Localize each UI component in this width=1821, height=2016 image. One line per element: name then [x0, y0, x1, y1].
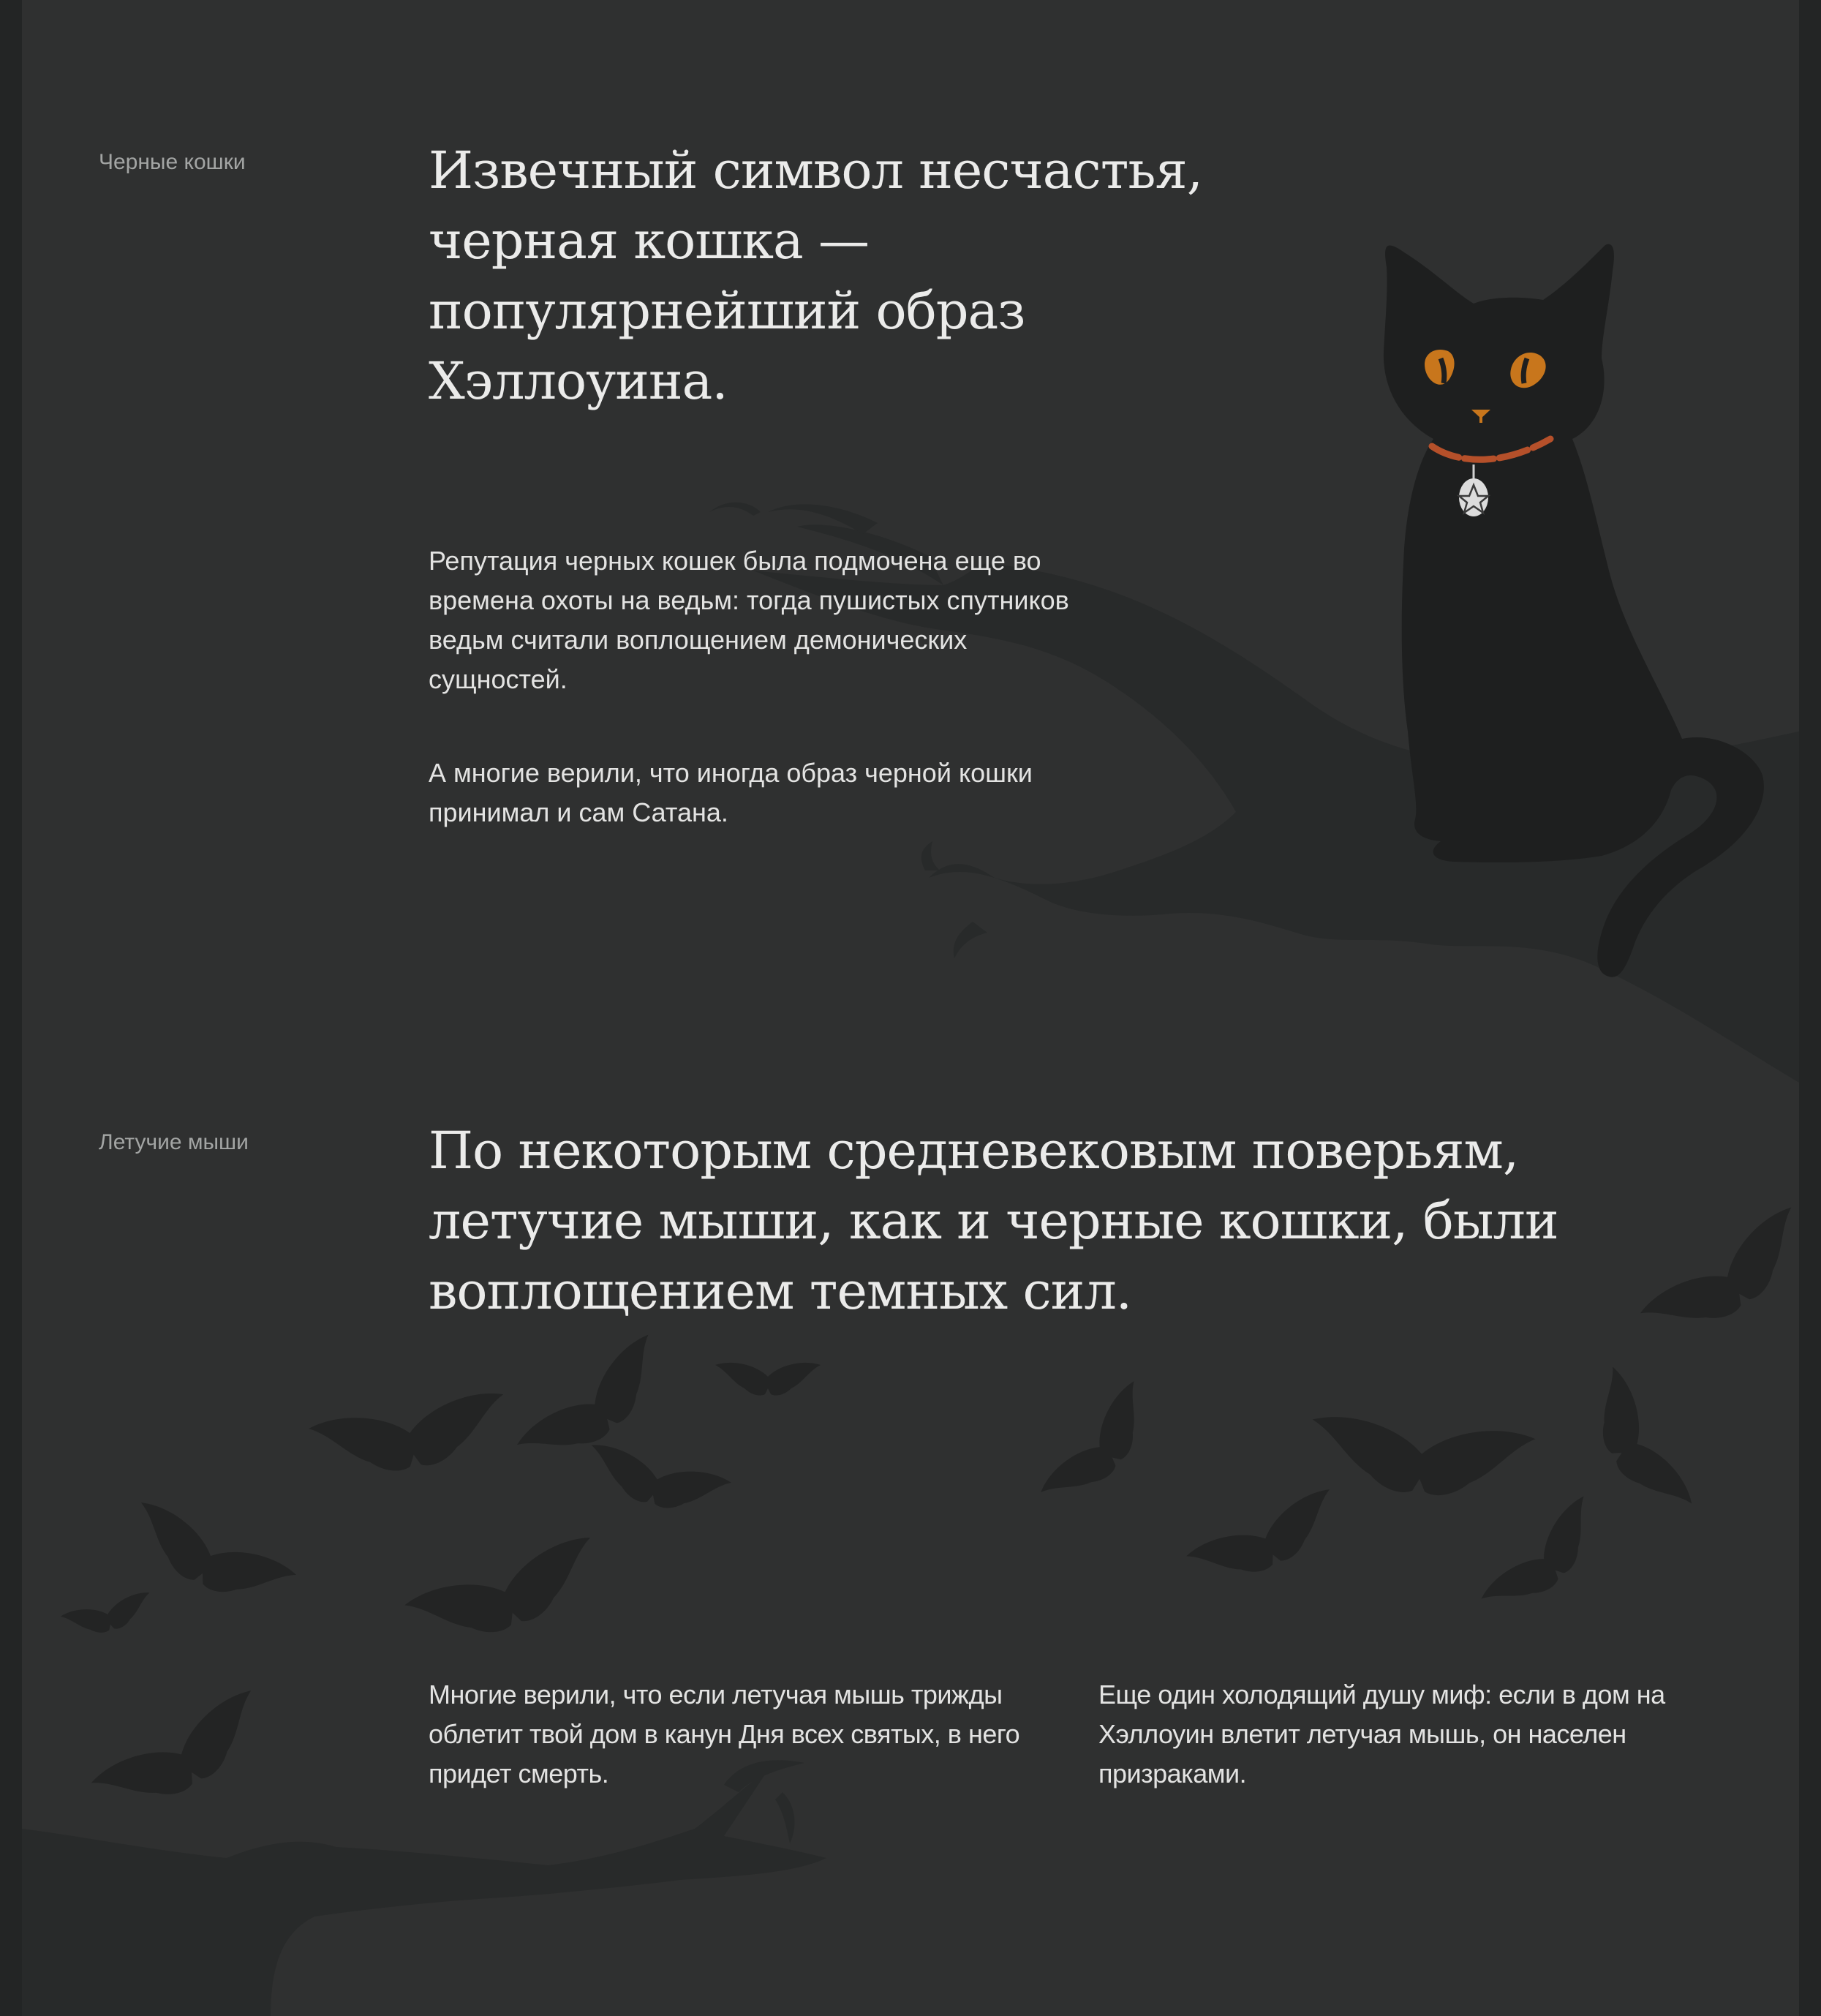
cats-heading: Извечный символ несчастья, черная кошка — популярнейший образ Хэллоуина.	[429, 140, 1202, 411]
bats-heading: По некоторым средневековым поверьям, летучие мыши, как и черные кошки, были воплощением темных сил.	[429, 1121, 1558, 1321]
lower-branch-illustration	[22, 1760, 826, 2016]
section-label-bats: Летучие мыши	[99, 1130, 249, 1154]
section-label-cats: Черные кошки	[99, 150, 246, 174]
cats-paragraph-1: Репутация черных кошек была подмочена еще во времена охоты на ведьм: тогда пушистых спутников ведьм считали воплощением демонических сущностей.	[429, 546, 1069, 694]
cats-paragraph-2: А многие верили, что иногда образ черной кошки принимал и сам Сатана.	[429, 758, 1033, 827]
content-panel	[22, 0, 1799, 2016]
bats-paragraph-2: Еще один холодящий душу миф: если в дом на Хэллоуин влетит летучая мышь, он населен призраками.	[1098, 1680, 1665, 1789]
bats-paragraph-1: Многие верили, что если летучая мышь трижды облетит твой дом в канун Дня всех святых, в него придет смерть.	[429, 1680, 1020, 1789]
